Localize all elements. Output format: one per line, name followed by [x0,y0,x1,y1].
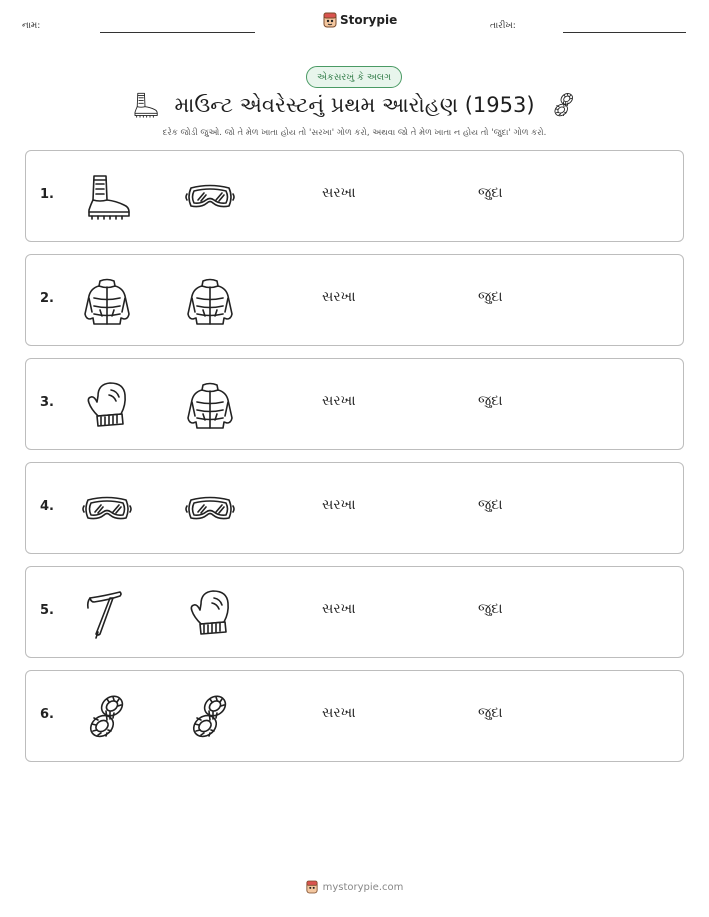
row-left-icon [80,482,134,536]
jacket-icon [183,274,237,328]
name-label: નામ: [22,21,41,31]
same-option[interactable]: સરખા [322,497,356,513]
different-option[interactable]: જુદા [478,497,503,513]
title-boot-icon [130,90,160,120]
title-row [0,88,709,122]
row-left-icon [80,586,134,640]
boot-icon [80,170,134,224]
row-right-icon [183,586,237,640]
different-option[interactable]: જુદા [478,705,503,721]
name-line[interactable] [100,32,255,33]
rope-icon [183,690,237,744]
worksheet-type-badge: એકસરખું કે અલગ [306,66,402,88]
same-option[interactable]: સરખા [322,601,356,617]
row-number: 5. [40,603,54,618]
pair-row-1 [25,150,684,242]
pair-row-4 [25,462,684,554]
row-right-icon [183,378,237,432]
row-number: 3. [40,395,54,410]
footer [0,880,709,894]
boot-icon [130,90,160,120]
pair-row-2 [25,254,684,346]
pair-row-5 [25,566,684,658]
same-option[interactable]: સરખા [322,393,356,409]
goggles-icon [80,482,134,536]
jacket-icon [183,378,237,432]
mitten-icon [183,586,237,640]
row-number: 6. [40,707,54,722]
rope-icon [80,690,134,744]
storypie-mascot-icon [306,880,318,894]
storypie-logo [323,12,397,28]
page-title: માઉન્ટ એવરેસ્ટનું પ્રથમ આરોહણ (1953) [174,92,535,117]
different-option[interactable]: જુદા [478,393,503,409]
mitten-icon [80,378,134,432]
date-line[interactable] [563,32,686,33]
rope-icon [549,90,579,120]
same-option[interactable]: સરખા [322,289,356,305]
row-number: 4. [40,499,54,514]
row-left-icon [80,378,134,432]
row-right-icon [183,690,237,744]
row-left-icon [80,690,134,744]
row-right-icon [183,274,237,328]
row-left-icon [80,170,134,224]
different-option[interactable]: જુદા [478,289,503,305]
row-number: 2. [40,291,54,306]
title-rope-icon [549,90,579,120]
jacket-icon [80,274,134,328]
row-left-icon [80,274,134,328]
pair-row-6 [25,670,684,762]
goggles-icon [183,170,237,224]
different-option[interactable]: જુદા [478,185,503,201]
logo-text: Storypie [340,13,398,27]
ice-axe-icon [80,586,134,640]
row-right-icon [183,482,237,536]
goggles-icon [183,482,237,536]
same-option[interactable]: સરખા [322,185,356,201]
row-right-icon [183,170,237,224]
footer-url[interactable]: mystorypie.com [322,881,404,893]
different-option[interactable]: જુદા [478,601,503,617]
row-number: 1. [40,187,54,202]
instructions: દરેક જોડી જુઓ. જો તે મેળ ખાતા હોય તો 'સરખા' ગોળ કરો, અથવા જો તે મેળ ખાતા ન હોય તો 'જુદા' ગોળ કરો. [162,128,547,138]
pair-row-3 [25,358,684,450]
same-option[interactable]: સરખા [322,705,356,721]
storypie-mascot-icon [323,12,337,28]
date-label: તારીખ: [490,21,516,31]
